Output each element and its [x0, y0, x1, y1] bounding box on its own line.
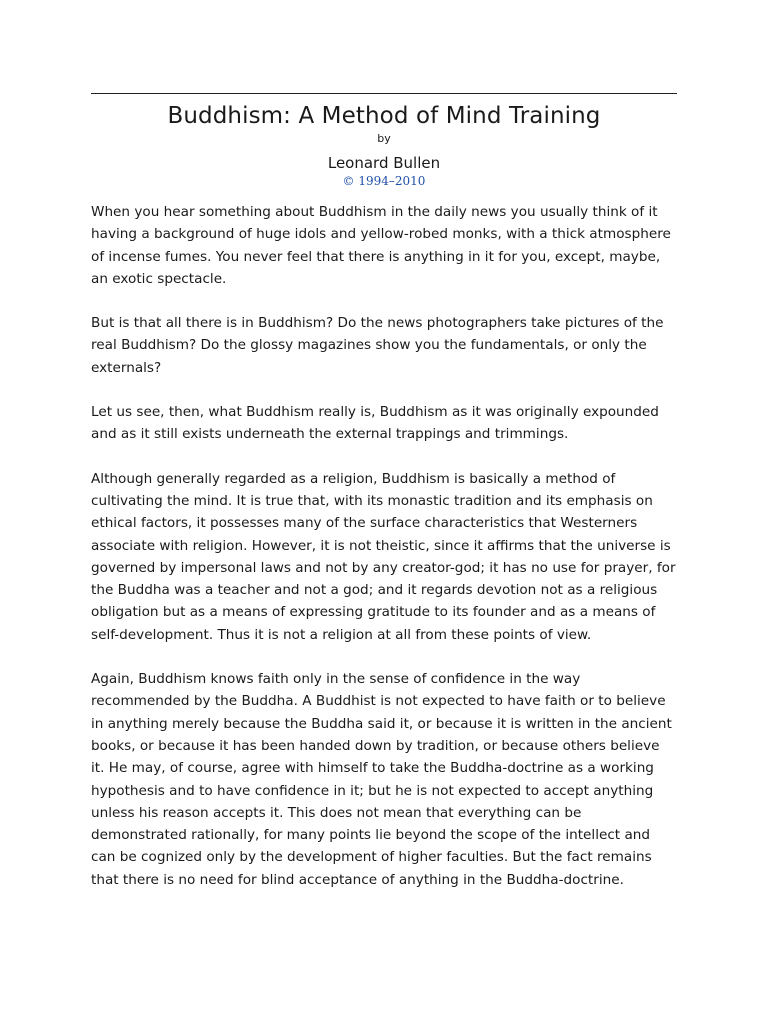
paragraph: Although generally regarded as a religion, Buddhism is basically a method of cultivating the mind. It is true that, with its monastic tradition and its emphasis on ethical factors, it possesses many of the surface characteristics that Westerners associate with religion. However, it is not theistic, since it affirms that the universe is governed by impersonal laws and not by any creator-god; it has no use for prayer, for the Buddha was a teacher and not a god; and it regards devotion not as a religious obligation but as a means of expressing gratitude to its founder and as a means of self-development. Thus it is not a religion at all from these points of view.: [91, 470, 676, 643]
paragraph: When you hear something about Buddhism in the daily news you usually think of it having a background of huge idols and yellow-robed monks, with a thick atmosphere of incense fumes. You never feel that there is anything in it for you, except, maybe, an exotic spectacle.: [91, 204, 671, 287]
author-name: Leonard Bullen: [327, 154, 441, 172]
copyright-notice: © 1994–2010: [342, 174, 426, 188]
document-page: [91, 93, 677, 913]
top-rule: [91, 93, 677, 94]
paragraph: Again, Buddhism knows faith only in the sense of confidence in the way recommended by the Buddha. A Buddhist is not expected to have faith or to believe in anything merely because the Buddha said it, or because it is written in the ancient books, or because it has been handed down by tradition, or because others believe it. He may, of course, agree with himself to take the Buddha-doctrine as a working hypothesis and to have confidence in it; but he is not expected to accept anything unless his reason accepts it. This does not mean that everything can be demonstrated rationally, for many points lie beyond the scope of the intellect and can be cognized only by the development of higher faculties. But the fact remains that there is no need for blind acceptance of anything in the Buddha-doctrine.: [91, 671, 672, 888]
byline: by: [377, 132, 391, 145]
paragraph: Let us see, then, what Buddhism really is, Buddhism as it was originally expounded and as it still exists underneath the external trappings and trimmings.: [91, 404, 659, 443]
paragraph: But is that all there is in Buddhism? Do the news photographers take pictures of the real Buddhism? Do the glossy magazines show you the fundamentals, or only the externals?: [91, 315, 664, 376]
body-text: [91, 201, 677, 891]
document-title: Buddhism: A Method of Mind Training: [167, 103, 601, 129]
